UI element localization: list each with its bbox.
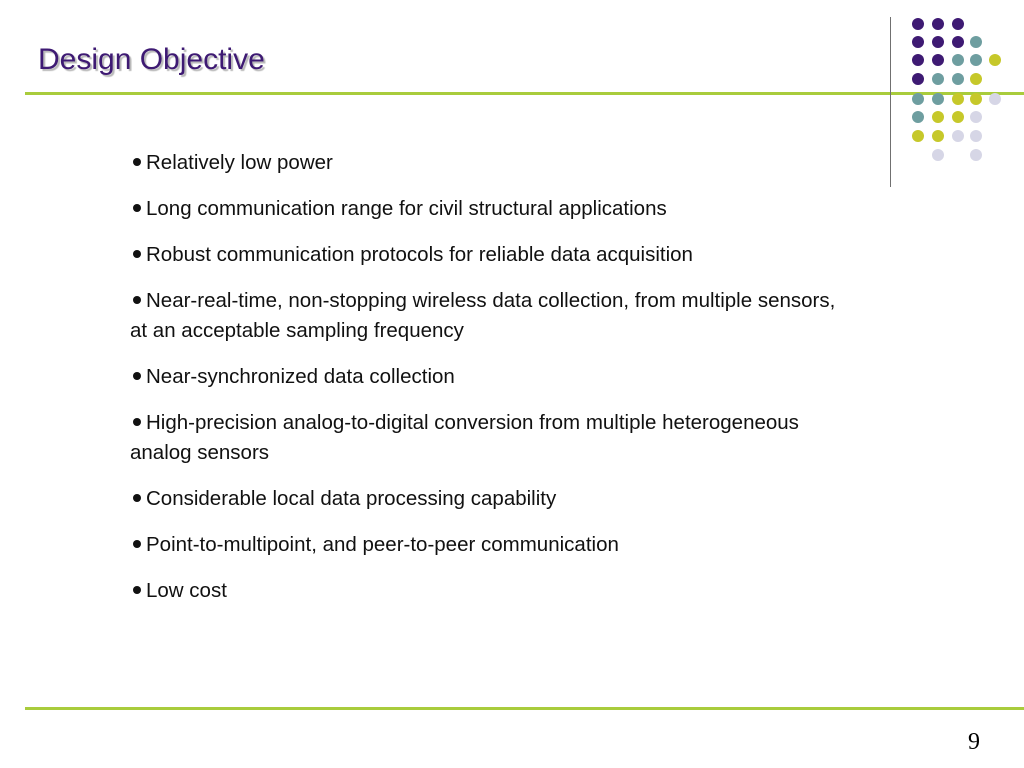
grid-dot <box>952 54 964 66</box>
page-number: 9 <box>968 729 980 755</box>
bullet-dot-icon <box>133 586 141 594</box>
list-item-text: Relatively low power <box>146 151 333 174</box>
list-item <box>130 148 850 178</box>
grid-dot <box>912 36 924 48</box>
bullet-list <box>130 148 850 622</box>
list-item-text: Low cost <box>146 579 227 602</box>
grid-dot <box>952 111 964 123</box>
bullet-dot-icon <box>133 250 141 258</box>
grid-dot <box>912 54 924 66</box>
bullet-dot-icon <box>133 372 141 380</box>
bullet-dot-icon <box>133 540 141 548</box>
grid-dot <box>952 18 964 30</box>
grid-dot <box>970 149 982 161</box>
bottom-divider <box>25 707 1024 710</box>
list-item-text: Robust communication protocols for reliable data acquisition <box>146 243 693 266</box>
grid-dot <box>970 130 982 142</box>
bullet-dot-icon <box>133 296 141 304</box>
list-item <box>130 576 850 606</box>
grid-dot <box>932 73 944 85</box>
grid-dot <box>932 130 944 142</box>
bullet-dot-icon <box>133 494 141 502</box>
list-item <box>130 484 850 514</box>
grid-dot <box>932 149 944 161</box>
list-item <box>130 286 850 346</box>
list-item <box>130 362 850 392</box>
grid-dot <box>932 18 944 30</box>
list-item-text: Near-real-time, non-stopping wireless data collection, from multiple sensors, at an acceptable sampling frequency <box>130 289 836 342</box>
grid-dot <box>970 36 982 48</box>
grid-dot <box>952 130 964 142</box>
grid-dot <box>989 54 1001 66</box>
grid-dot <box>932 54 944 66</box>
list-item-text: High-precision analog-to-digital conversion from multiple heterogeneous analog sensors <box>130 411 799 464</box>
list-item <box>130 408 850 468</box>
vertical-divider <box>890 17 891 187</box>
grid-dot <box>932 111 944 123</box>
list-item-text: Long communication range for civil structural applications <box>146 197 667 220</box>
list-item <box>130 240 850 270</box>
list-item <box>130 530 850 560</box>
grid-dot <box>952 36 964 48</box>
grid-dot <box>932 36 944 48</box>
grid-dot <box>970 111 982 123</box>
top-divider <box>25 92 1024 95</box>
list-item-text: Considerable local data processing capability <box>146 487 557 510</box>
grid-dot <box>912 73 924 85</box>
grid-dot <box>912 111 924 123</box>
bullet-dot-icon <box>133 158 141 166</box>
slide-title: Design Objective <box>38 43 265 76</box>
bullet-dot-icon <box>133 418 141 426</box>
grid-dot <box>912 18 924 30</box>
list-item-text: Near-synchronized data collection <box>146 365 455 388</box>
grid-dot <box>970 54 982 66</box>
list-item <box>130 194 850 224</box>
grid-dot <box>952 73 964 85</box>
grid-dot <box>912 130 924 142</box>
grid-dot <box>970 73 982 85</box>
list-item-text: Point-to-multipoint, and peer-to-peer communication <box>146 533 619 556</box>
bullet-dot-icon <box>133 204 141 212</box>
